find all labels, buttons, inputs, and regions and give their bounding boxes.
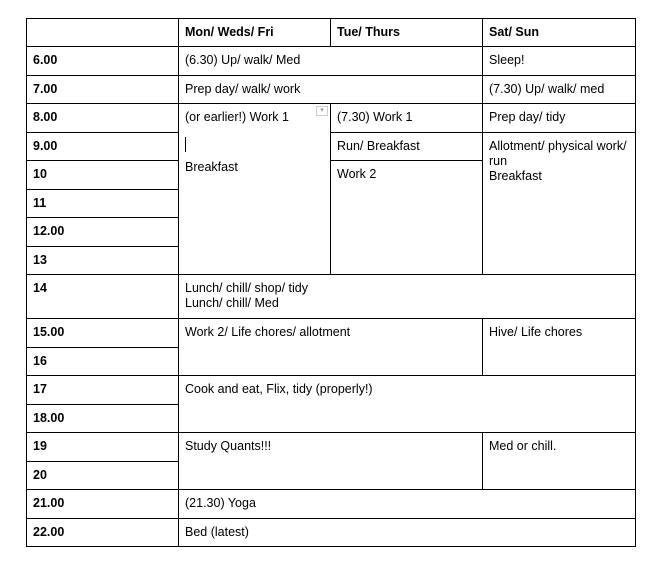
cell-600-mwf-tt[interactable]: (6.30) Up/ walk/ Med [179, 47, 483, 76]
cell-10-tt[interactable]: Work 2 [331, 161, 483, 275]
text-cursor [185, 137, 186, 152]
cell-21-all[interactable]: (21.30) Yoga [179, 490, 636, 519]
table-row [27, 76, 636, 104]
cell-text: Lunch/ chill/ Med [185, 296, 279, 310]
cell-600-ss[interactable]: Sleep! [483, 47, 636, 76]
table-row [27, 319, 636, 348]
cell-15-mwf-tt[interactable]: Work 2/ Life chores/ allotment [179, 319, 483, 376]
schedule-table [26, 18, 636, 547]
time-cell[interactable]: 15.00 [27, 319, 179, 348]
time-cell[interactable]: 16 [27, 348, 179, 376]
cell-900-tt[interactable]: Run/ Breakfast [331, 133, 483, 161]
time-cell[interactable]: 8.00 [27, 104, 179, 133]
header-sat-sun[interactable]: Sat/ Sun [483, 19, 636, 47]
table-row [27, 490, 636, 519]
cell-text: Allotment/ physical work/ run [489, 139, 627, 168]
cell-800-mwf[interactable] [179, 104, 331, 275]
time-cell[interactable]: 19 [27, 433, 179, 462]
time-cell[interactable]: 17 [27, 376, 179, 405]
cell-text: Breakfast [185, 160, 238, 174]
time-cell[interactable]: 12.00 [27, 218, 179, 247]
table-row [27, 275, 636, 319]
time-cell[interactable]: 20 [27, 462, 179, 490]
time-cell[interactable]: 14 [27, 275, 179, 319]
table-row [27, 133, 636, 161]
cell-19-ss[interactable]: Med or chill. [483, 433, 636, 490]
chevron-down-icon[interactable]: ▾ [316, 106, 328, 116]
cell-19-mwf-tt[interactable]: Study Quants!!! [179, 433, 483, 490]
time-cell[interactable]: 6.00 [27, 47, 179, 76]
cell-900-ss[interactable] [483, 133, 636, 275]
table-row [27, 433, 636, 462]
header-empty[interactable] [27, 19, 179, 47]
header-mon-weds-fri[interactable]: Mon/ Weds/ Fri [179, 19, 331, 47]
time-cell[interactable]: 13 [27, 247, 179, 275]
time-cell[interactable]: 22.00 [27, 519, 179, 547]
cell-text: Breakfast [489, 169, 542, 183]
time-cell[interactable]: 21.00 [27, 490, 179, 519]
header-row [27, 19, 636, 47]
header-tue-thurs[interactable]: Tue/ Thurs [331, 19, 483, 47]
cell-text: Lunch/ chill/ shop/ tidy [185, 281, 308, 295]
time-cell[interactable]: 11 [27, 190, 179, 218]
time-cell[interactable]: 10 [27, 161, 179, 190]
table-row [27, 376, 636, 405]
cell-15-ss[interactable]: Hive/ Life chores [483, 319, 636, 376]
cell-700-ss[interactable]: (7.30) Up/ walk/ med [483, 76, 636, 104]
table-row [27, 104, 636, 133]
cell-14-all[interactable] [179, 275, 636, 319]
time-cell[interactable]: 9.00 [27, 133, 179, 161]
cell-17-all[interactable]: Cook and eat, Flix, tidy (properly!) [179, 376, 636, 433]
time-cell[interactable]: 18.00 [27, 405, 179, 433]
table-row [27, 47, 636, 76]
time-cell[interactable]: 7.00 [27, 76, 179, 104]
cell-text: (or earlier!) Work 1 [185, 110, 289, 124]
table-row [27, 519, 636, 547]
cell-700-mwf-tt[interactable]: Prep day/ walk/ work [179, 76, 483, 104]
cell-800-tt[interactable]: (7.30) Work 1 [331, 104, 483, 133]
cell-800-ss[interactable]: Prep day/ tidy [483, 104, 636, 133]
cell-22-all[interactable]: Bed (latest) [179, 519, 636, 547]
